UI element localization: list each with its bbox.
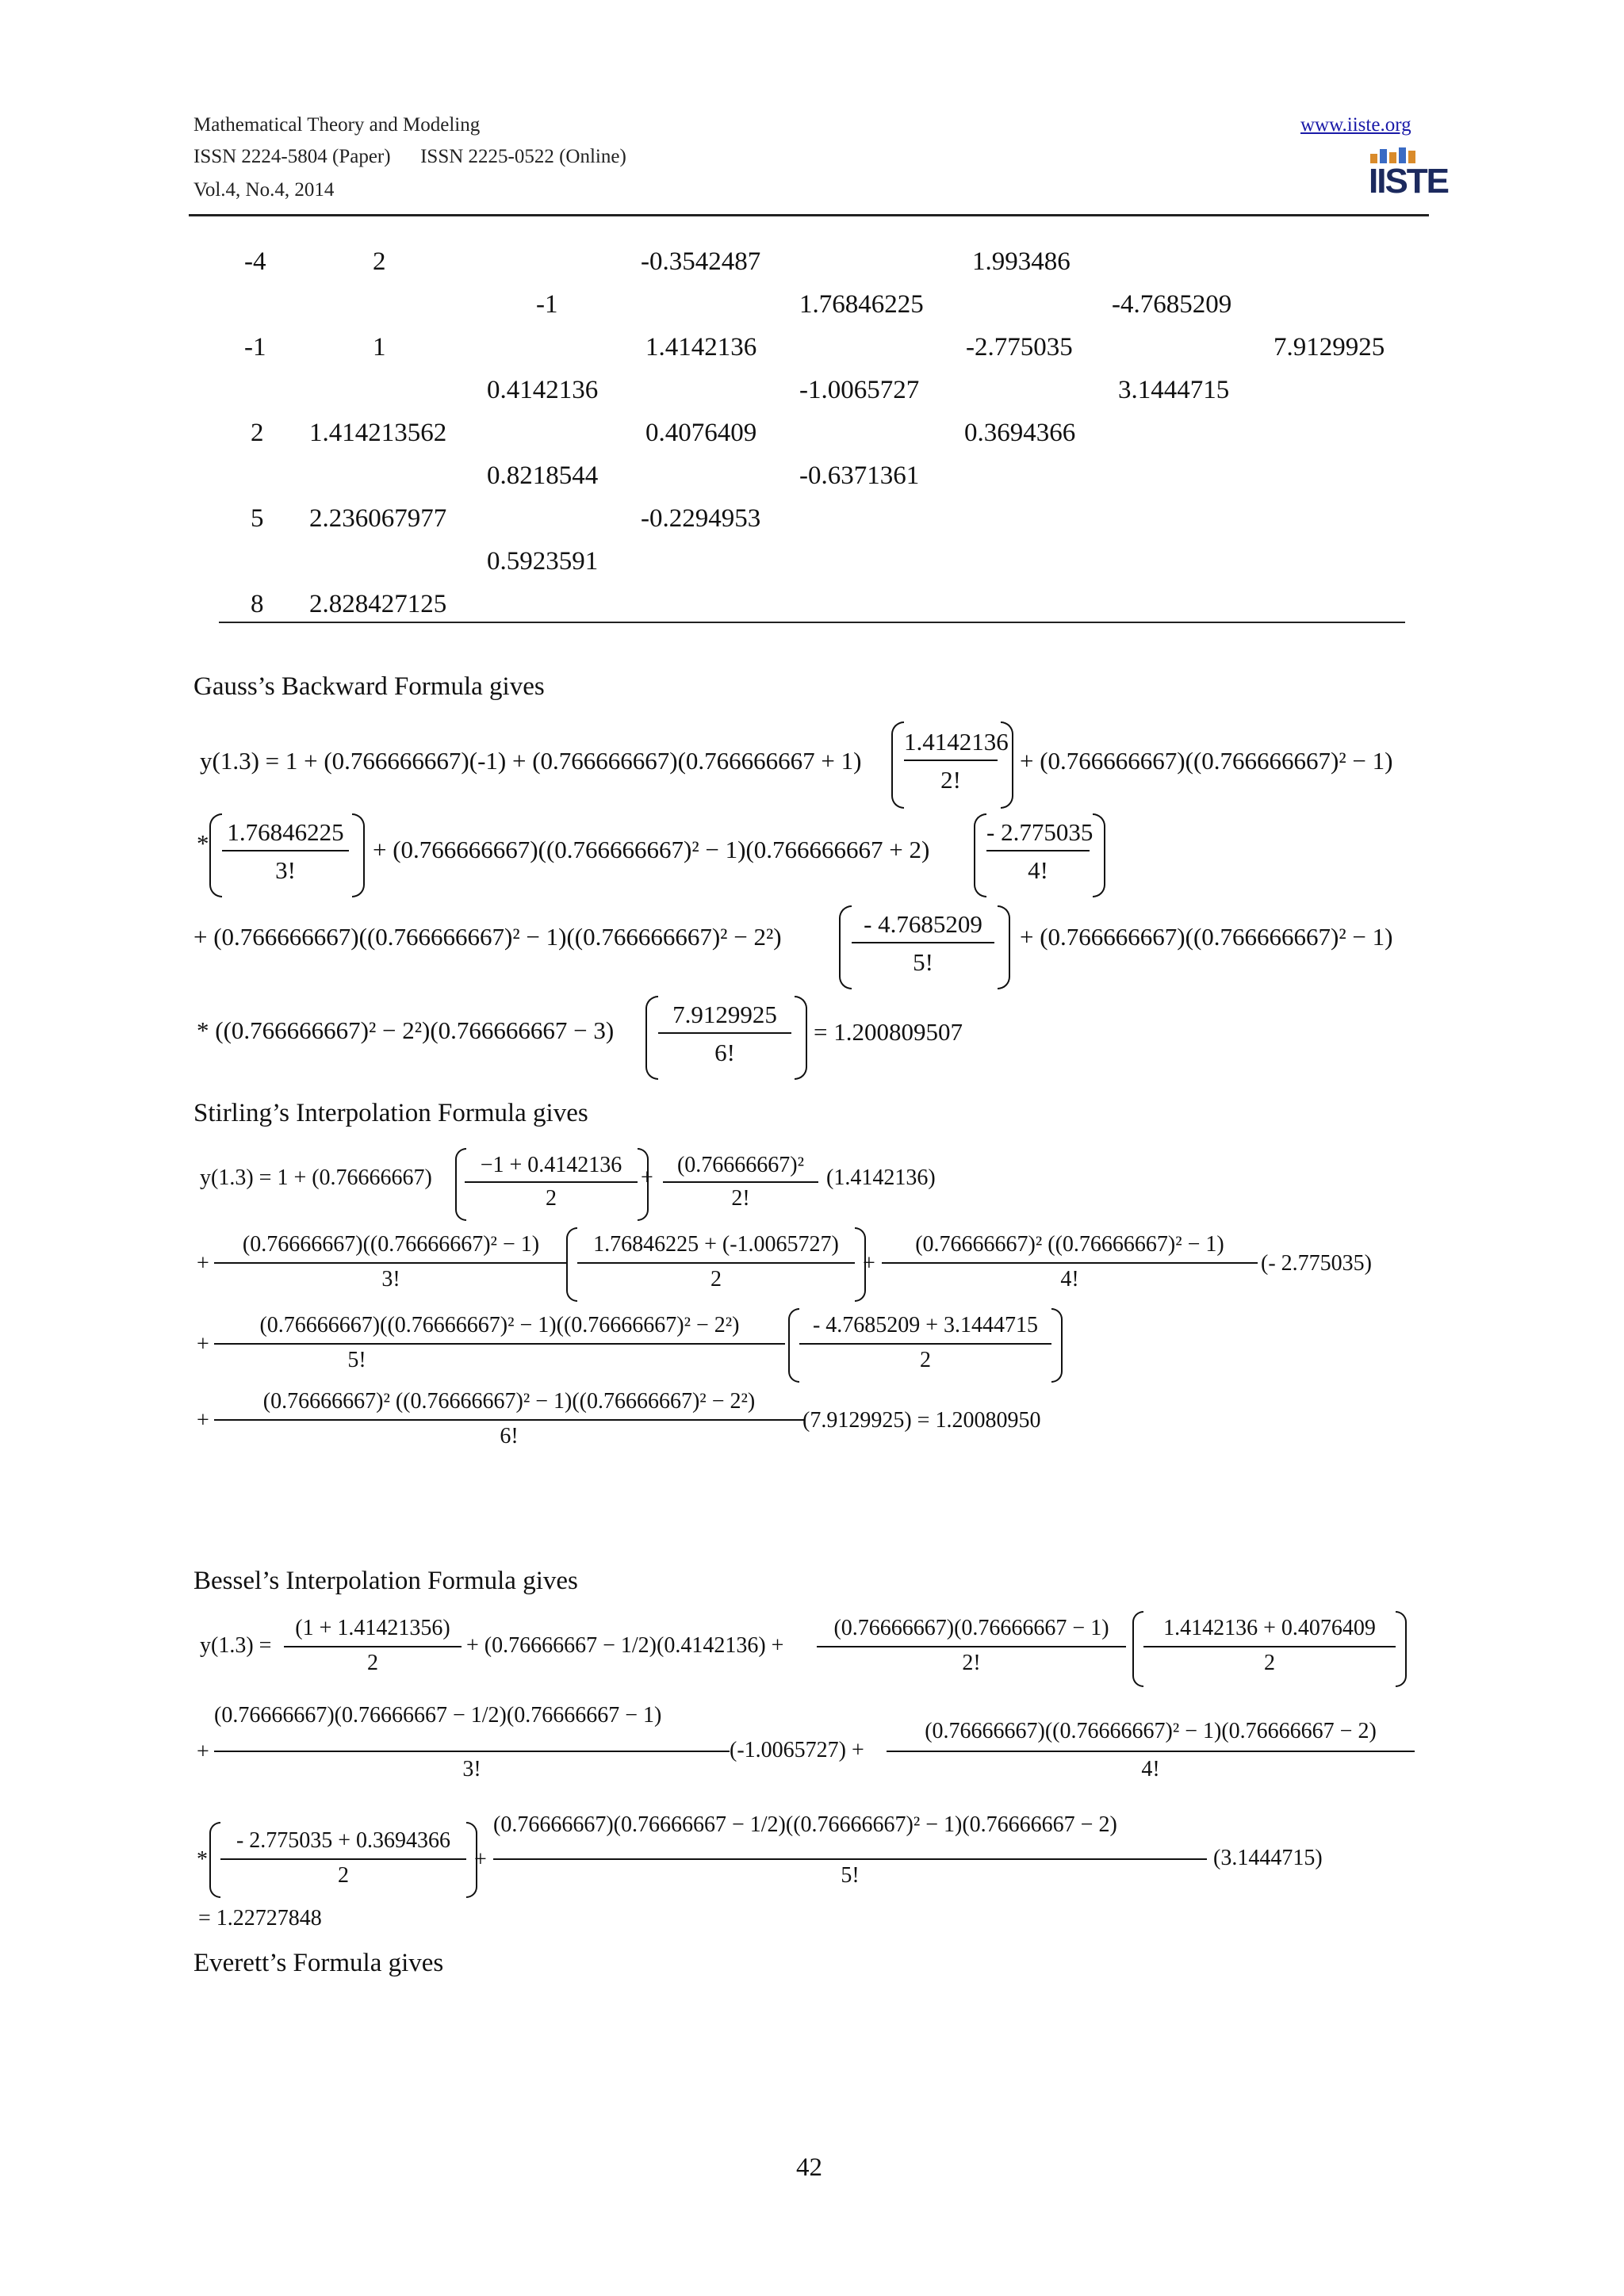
gauss-result: = 1.200809507 [814,1018,963,1046]
table-cell: -1 [244,333,266,362]
bessel-frac-num: (0.76666667)(0.76666667 − 1) [833,1616,1109,1640]
fraction-bar [493,1858,1207,1860]
gauss-frac-den: 6! [714,1039,735,1066]
gauss-line-3: + (0.766666667)((0.766666667)² − 1)((0.766666667)² − 2²) [193,923,782,951]
stirling-frac-den: 2 [546,1186,557,1211]
table-cell: 0.5923591 [487,547,599,576]
paren-left [974,813,986,897]
bessel-frac-num: 1.4142136 + 0.4076409 [1163,1616,1376,1640]
table-cell: 3.1444715 [1118,376,1230,404]
stirling-frac-den: 3! [381,1267,400,1292]
table-cell: 2 [373,247,386,276]
table-cell: 5 [251,504,264,533]
bessel-frac-den: 2 [1264,1651,1275,1675]
plus-operator: + [197,1332,209,1357]
fraction-bar [1143,1646,1396,1647]
stirling-frac-den: 5! [347,1348,366,1372]
fraction-bar [214,1751,730,1752]
table-cell: 7.9129925 [1274,333,1385,362]
table-cell: 1.76846225 [799,290,924,319]
table-cell: 1.414213562 [309,419,447,447]
paren-left [788,1308,799,1383]
stirling-frac-num: (0.76666667)² ((0.76666667)² − 1) [915,1232,1224,1257]
fraction-bar [222,850,349,851]
plus-operator: + [197,1408,209,1433]
gauss-frac-num: 1.76846225 [227,818,344,846]
stirling-frac-num: (0.76666667)² ((0.76666667)² − 1)((0.76666667)² − 2²) [262,1389,756,1414]
bessel-line-1-mid: + (0.76666667 − 1/2)(0.4142136) + [466,1633,784,1658]
table-cell: 8 [251,590,264,618]
volume-line: Vol.4, No.4, 2014 [193,179,335,201]
star-operator: * [197,1847,208,1872]
bessel-frac-den: 4! [1141,1757,1160,1781]
bessel-frac-den: 5! [841,1863,860,1888]
journal-title: Mathematical Theory and Modeling [193,114,481,136]
paren-right [352,813,365,897]
gauss-line-3-rest: + (0.766666667)((0.766666667)² − 1) [1020,923,1393,951]
stirling-result: (7.9129925) = 1.20080950 [802,1408,1041,1433]
bessel-frac-num: - 2.775035 + 0.3694366 [236,1828,451,1853]
table-rule [219,622,1405,623]
stirling-frac-num: −1 + 0.4142136 [480,1153,622,1177]
fraction-bar [214,1343,785,1345]
table-cell: -0.2294953 [641,504,761,533]
paren-left [891,721,904,809]
bessel-frac-den: 2! [962,1651,981,1675]
logo-bars-icon [1370,147,1418,163]
stirling-frac-num: - 4.7685209 + 3.1444715 [812,1313,1039,1337]
fraction-bar [882,1262,1258,1264]
paren-left [566,1227,577,1302]
table-cell: -0.6371361 [799,461,920,490]
table-cell: 1.4142136 [645,333,757,362]
bessel-frac-num: (0.76666667)((0.76666667)² − 1)(0.76666667 − 2) [925,1719,1377,1743]
gauss-heading: Gauss’s Backward Formula gives [193,672,545,701]
bessel-frac-den: 3! [462,1757,481,1781]
page-number: 42 [796,2153,822,2182]
fraction-bar [887,1751,1415,1752]
table-cell: 0.3694366 [964,419,1076,447]
fraction-bar [904,760,998,761]
stirling-frac-den: 2 [920,1348,931,1372]
table-cell: 0.4076409 [645,419,757,447]
header-rule [189,214,1429,216]
plus-operator: + [863,1251,875,1276]
fraction-bar [214,1262,568,1264]
bessel-frac-den: 2 [338,1863,349,1888]
logo-text: IISTE [1369,162,1449,201]
plus-operator: + [641,1165,653,1190]
bessel-result: = 1.22727848 [198,1906,322,1931]
gauss-frac-num: - 2.775035 [986,818,1094,846]
stirling-frac-num: (0.76666667)((0.76666667)² − 1)((0.76666667)² − 2²) [259,1313,740,1337]
table-cell: -4 [244,247,266,276]
plus-operator: + [474,1847,487,1872]
paren-left [839,905,852,989]
table-cell: 0.8218544 [487,461,599,490]
paren-right [795,996,807,1080]
table-cell: -2.775035 [966,333,1073,362]
fraction-bar [465,1181,638,1183]
stirling-frac-num: (0.76666667)² [676,1153,805,1177]
journal-website-link[interactable]: www.iiste.org [1300,114,1411,136]
table-cell: 2 [251,419,264,447]
bessel-heading: Bessel’s Interpolation Formula gives [193,1567,578,1595]
fraction-bar [220,1858,466,1860]
star-operator: * [197,829,209,857]
fraction-bar [214,1419,804,1421]
paren-left [645,996,658,1080]
paren-right [1051,1308,1063,1383]
gauss-frac-den: 3! [275,856,296,884]
gauss-line-4: * ((0.766666667)² − 2²)(0.766666667 − 3) [197,1016,615,1044]
fraction-bar [658,1032,791,1034]
table-cell: -1.0065727 [799,376,920,404]
bessel-line-2-mid: (-1.0065727) + [730,1738,864,1762]
bessel-line-3-tail: (3.1444715) [1213,1846,1323,1870]
paren-left [1132,1611,1143,1687]
stirling-frac-den: 4! [1060,1267,1079,1292]
gauss-frac-num: 1.4142136 [904,728,1009,756]
stirling-frac-num: (0.76666667)((0.76666667)² − 1) [242,1232,540,1257]
table-cell: -0.3542487 [641,247,761,276]
stirling-frac-den: 6! [500,1424,519,1448]
bessel-line-1: y(1.3) = [200,1633,272,1658]
everett-heading: Everett’s Formula gives [193,1949,444,1977]
plus-operator: + [197,1739,209,1764]
fraction-bar [663,1181,818,1183]
gauss-line-1: y(1.3) = 1 + (0.766666667)(-1) + (0.766666667)(0.766666667 + 1) [200,747,862,775]
table-cell: 0.4142136 [487,376,599,404]
table-cell: 1.993486 [972,247,1071,276]
bessel-frac-num: (0.76666667)(0.76666667 − 1/2)((0.76666667)² − 1)(0.76666667 − 2) [493,1812,1117,1837]
table-cell: 2.828427125 [309,590,447,618]
fraction-bar [817,1646,1126,1647]
gauss-frac-den: 4! [1028,856,1048,884]
stirling-frac-den: 2 [710,1267,722,1292]
table-cell: -4.7685209 [1112,290,1232,319]
fraction-bar [577,1262,855,1264]
paren-right [1001,721,1013,809]
paren-left [209,813,222,897]
issn-line: ISSN 2224-5804 (Paper) ISSN 2225-0522 (Online) [193,146,626,167]
paren-left [209,1822,220,1898]
stirling-frac-num: 1.76846225 + (-1.0065727) [593,1232,839,1257]
gauss-line-2: + (0.766666667)((0.766666667)² − 1)(0.766666667 + 2) [373,836,930,863]
plus-operator: + [197,1251,209,1276]
gauss-frac-num: - 4.7685209 [864,910,982,938]
paren-right [998,905,1010,989]
gauss-frac-den: 2! [940,766,961,794]
bessel-frac-num: (1 + 1.41421356) [295,1616,450,1640]
paren-right [1396,1611,1407,1687]
gauss-frac-den: 5! [913,948,933,976]
stirling-heading: Stirling’s Interpolation Formula gives [193,1099,588,1127]
paren-right [1093,813,1105,897]
table-cell: -1 [536,290,558,319]
gauss-frac-num: 7.9129925 [672,1001,777,1028]
stirling-line-1: y(1.3) = 1 + (0.76666667) [200,1165,432,1190]
stirling-line-2-tail: (- 2.775035) [1261,1251,1372,1276]
fraction-bar [986,850,1090,851]
bessel-frac-den: 2 [367,1651,378,1675]
fraction-bar [284,1646,462,1647]
stirling-line-1-tail: (1.4142136) [826,1165,936,1190]
gauss-line-1-rest: + (0.766666667)((0.766666667)² − 1) [1020,747,1393,775]
table-cell: 2.236067977 [309,504,447,533]
bessel-frac-num: (0.76666667)(0.76666667 − 1/2)(0.76666667 − 1) [214,1703,662,1728]
fraction-bar [852,942,994,943]
fraction-bar [799,1343,1051,1345]
stirling-frac-den: 2! [731,1186,750,1211]
table-cell: 1 [373,333,386,362]
